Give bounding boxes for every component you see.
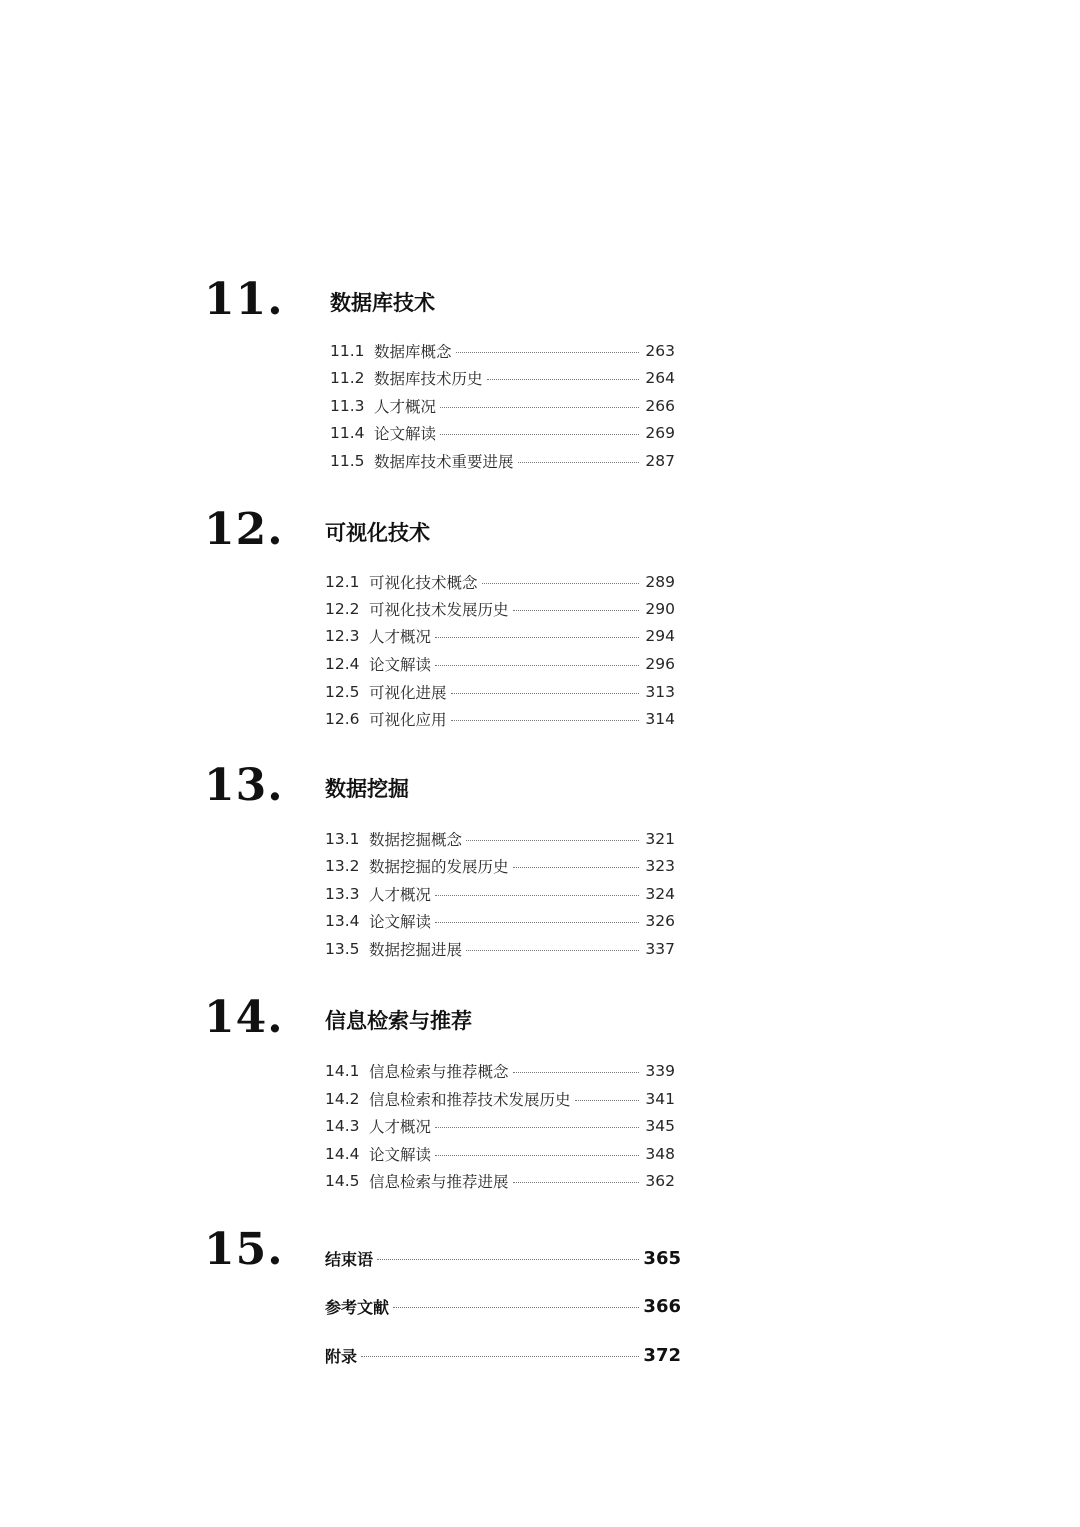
dot-leader: [518, 462, 639, 463]
chapter-number: 14.: [204, 992, 284, 1043]
dot-leader: [513, 1072, 639, 1073]
dot-leader: [466, 950, 639, 951]
section-title: 人才概况: [369, 628, 432, 646]
toc-entry[interactable]: [325, 653, 675, 675]
toc-entry[interactable]: [325, 938, 675, 960]
page-number: 348: [645, 1145, 675, 1163]
page-number: 263: [645, 342, 675, 360]
page-number: 264: [645, 369, 675, 387]
section-number: 12.6: [325, 710, 360, 728]
toc-entry[interactable]: [330, 422, 675, 444]
chapter-title: 数据挖掘: [325, 777, 409, 801]
section-number: 11.3: [330, 397, 365, 415]
toc-entry[interactable]: [330, 367, 675, 389]
toc-entry-references[interactable]: [325, 1293, 681, 1319]
dot-leader: [466, 840, 639, 841]
page-number: 337: [645, 940, 675, 958]
dot-leader: [435, 637, 639, 638]
section-number: 13.1: [325, 830, 360, 848]
section-title: 数据库技术重要进展: [374, 453, 514, 471]
dot-leader: [451, 720, 639, 721]
page-number: 365: [643, 1247, 681, 1269]
chapter-title: 数据库技术: [330, 291, 435, 315]
dot-leader: [440, 434, 639, 435]
section-title: 信息检索与推荐概念: [369, 1063, 509, 1081]
section-number: 14.5: [325, 1172, 360, 1190]
dot-leader: [456, 352, 639, 353]
toc-entry[interactable]: [330, 450, 675, 472]
dot-leader: [361, 1356, 639, 1357]
dot-leader: [513, 610, 639, 611]
page-number: 345: [645, 1117, 675, 1135]
page-number: 321: [645, 830, 675, 848]
dot-leader: [377, 1259, 639, 1260]
section-number: 14.3: [325, 1117, 360, 1135]
toc-entry[interactable]: [330, 340, 675, 362]
dot-leader: [513, 867, 639, 868]
section-number: 14.4: [325, 1145, 360, 1163]
chapter-number: 11.: [204, 274, 284, 325]
section-number: 11.5: [330, 452, 365, 470]
toc-entry[interactable]: [325, 1060, 675, 1082]
section-title: 数据库概念: [374, 343, 452, 361]
dot-leader: [435, 895, 639, 896]
page-number: 314: [645, 710, 675, 728]
toc-entry[interactable]: [325, 883, 675, 905]
toc-entry-appendix[interactable]: [325, 1342, 681, 1368]
toc-entry[interactable]: [325, 598, 675, 620]
toc-entry[interactable]: [325, 571, 675, 593]
section-title: 可视化技术发展历史: [369, 601, 509, 619]
toc-entry[interactable]: [325, 910, 675, 932]
toc-entry[interactable]: [325, 828, 675, 850]
page-number: 266: [645, 397, 675, 415]
section-title: 数据挖掘进展: [369, 941, 463, 959]
dot-leader: [435, 665, 639, 666]
entry-title: 结束语: [325, 1249, 374, 1269]
toc-entry[interactable]: [325, 708, 675, 730]
section-title: 数据库技术历史: [374, 370, 483, 388]
chapter-number: 13.: [204, 760, 284, 811]
page-number: 339: [645, 1062, 675, 1080]
chapter-title: 可视化技术: [325, 521, 430, 545]
section-title: 论文解读: [374, 425, 437, 443]
section-title: 可视化技术概念: [369, 574, 478, 592]
dot-leader: [435, 1155, 639, 1156]
toc-entry[interactable]: [325, 855, 675, 877]
section-title: 人才概况: [369, 1118, 432, 1136]
toc-entry[interactable]: [325, 1088, 675, 1110]
page-number: 324: [645, 885, 675, 903]
section-number: 13.5: [325, 940, 360, 958]
entry-title: 参考文献: [325, 1297, 390, 1317]
toc-entry[interactable]: [330, 395, 675, 417]
section-title: 人才概况: [369, 886, 432, 904]
section-title: 数据挖掘的发展历史: [369, 858, 509, 876]
section-title: 论文解读: [369, 656, 432, 674]
page-number: 341: [645, 1090, 675, 1108]
page-number: 372: [643, 1344, 681, 1366]
page-number: 289: [645, 573, 675, 591]
page-number: 269: [645, 424, 675, 442]
toc-entry-conclusion[interactable]: [325, 1245, 681, 1271]
section-title: 数据挖掘概念: [369, 831, 463, 849]
chapter-title: 信息检索与推荐: [325, 1009, 472, 1033]
section-number: 11.4: [330, 424, 365, 442]
page-number: 287: [645, 452, 675, 470]
dot-leader: [435, 922, 639, 923]
dot-leader: [482, 583, 639, 584]
section-title: 可视化进展: [369, 684, 447, 702]
section-number: 13.2: [325, 857, 360, 875]
page-number: 290: [645, 600, 675, 618]
dot-leader: [487, 379, 639, 380]
page-number: 323: [645, 857, 675, 875]
page-number: 362: [645, 1172, 675, 1190]
page-number: 296: [645, 655, 675, 673]
toc-entry[interactable]: [325, 681, 675, 703]
section-title: 论文解读: [369, 913, 432, 931]
page-number: 313: [645, 683, 675, 701]
section-number: 14.1: [325, 1062, 360, 1080]
page-number: 294: [645, 627, 675, 645]
section-number: 12.2: [325, 600, 360, 618]
section-number: 12.1: [325, 573, 360, 591]
section-number: 12.4: [325, 655, 360, 673]
toc-entry[interactable]: [325, 1115, 675, 1137]
toc-entry[interactable]: [325, 1170, 675, 1192]
section-number: 12.5: [325, 683, 360, 701]
section-title: 论文解读: [369, 1146, 432, 1164]
section-number: 11.2: [330, 369, 365, 387]
dot-leader: [435, 1127, 639, 1128]
chapter-number: 15.: [204, 1224, 284, 1275]
dot-leader: [393, 1307, 639, 1308]
section-title: 信息检索和推荐技术发展历史: [369, 1091, 571, 1109]
chapter-number: 12.: [204, 504, 284, 555]
section-number: 12.3: [325, 627, 360, 645]
toc-entry[interactable]: [325, 625, 675, 647]
section-number: 13.3: [325, 885, 360, 903]
section-title: 可视化应用: [369, 711, 447, 729]
entry-title: 附录: [325, 1346, 358, 1366]
page-number: 326: [645, 912, 675, 930]
section-title: 人才概况: [374, 398, 437, 416]
section-number: 11.1: [330, 342, 365, 360]
page-number: 366: [643, 1295, 681, 1317]
dot-leader: [451, 693, 639, 694]
section-number: 13.4: [325, 912, 360, 930]
section-title: 信息检索与推荐进展: [369, 1173, 509, 1191]
section-number: 14.2: [325, 1090, 360, 1108]
dot-leader: [513, 1182, 639, 1183]
dot-leader: [575, 1100, 639, 1101]
dot-leader: [440, 407, 639, 408]
toc-entry[interactable]: [325, 1143, 675, 1165]
